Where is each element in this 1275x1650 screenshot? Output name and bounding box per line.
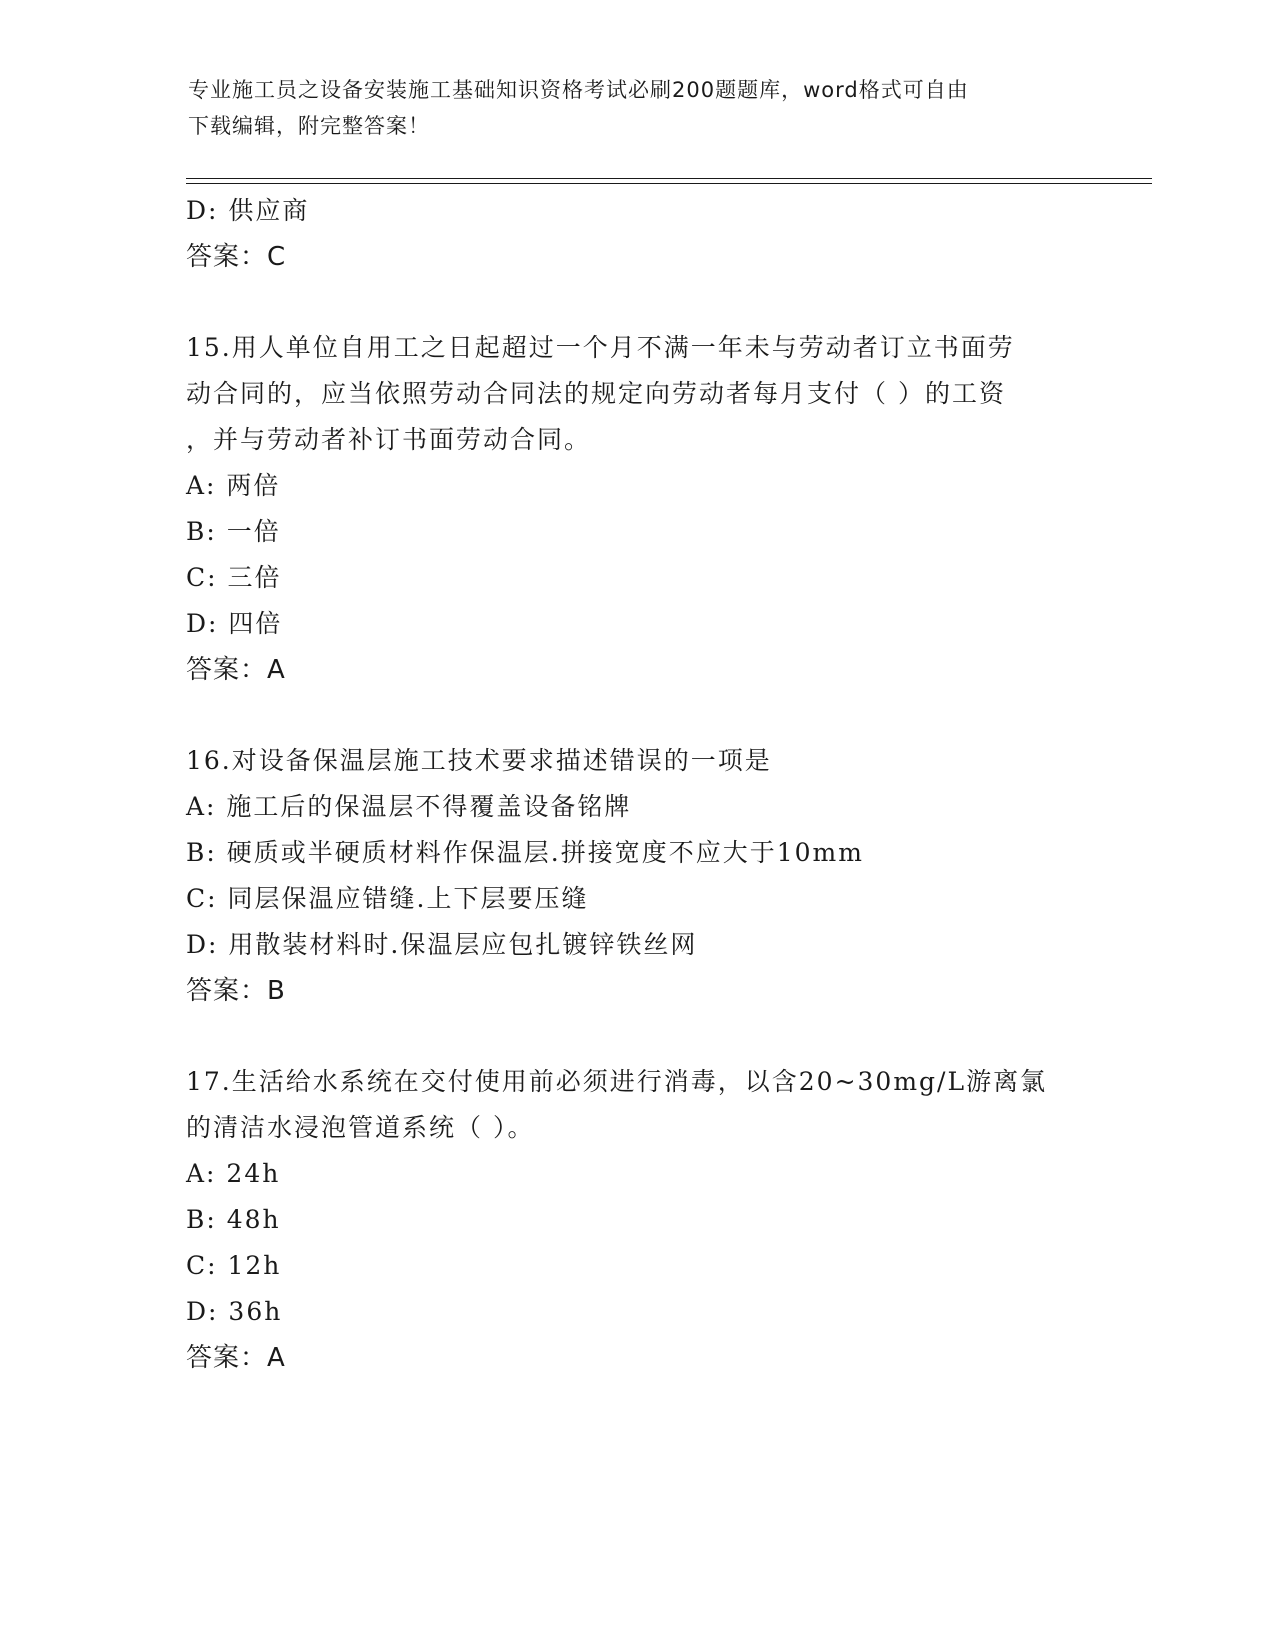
question-15 — [186, 325, 1086, 693]
question-content — [186, 188, 1086, 1381]
option-d: D: 36h — [186, 1297, 283, 1326]
document-header — [188, 72, 1088, 144]
question-text-line: 17.生活给水系统在交付使用前必须进行消毒，以含20~30mg/L游离氯 — [186, 1067, 1048, 1096]
option-d: D: 用散装材料时.保温层应包扎镀锌铁丝网 — [186, 930, 698, 959]
option-b: B: 48h — [186, 1205, 281, 1234]
header-divider-bottom — [186, 183, 1152, 184]
option-a: A: 施工后的保温层不得覆盖设备铭牌 — [186, 792, 632, 821]
question-text-line: 16.对设备保温层施工技术要求描述错误的一项是 — [186, 746, 772, 775]
option-a: A: 两倍 — [186, 471, 281, 500]
header-line-2: 下载编辑，附完整答案！ — [188, 114, 430, 138]
answer: 答案：A — [186, 655, 286, 685]
question-17 — [186, 1059, 1086, 1381]
option-d: D: 供应商 — [186, 196, 310, 225]
header-line-1: 专业施工员之设备安装施工基础知识资格考试必刷200题题库，word格式可自由 — [188, 78, 969, 102]
header-divider-top — [186, 178, 1152, 179]
option-c: C: 同层保温应错缝.上下层要压缝 — [186, 884, 589, 913]
option-b: B: 一倍 — [186, 517, 281, 546]
option-b: B: 硬质或半硬质材料作保温层.拼接宽度不应大于10mm — [186, 838, 864, 867]
previous-question-tail — [186, 188, 1086, 280]
question-text-line: ，并与劳动者补订书面劳动合同。 — [186, 425, 592, 454]
option-d: D: 四倍 — [186, 609, 283, 638]
question-text-line: 的清洁水浸泡管道系统（ ）。 — [186, 1113, 535, 1142]
answer: 答案：C — [186, 242, 287, 272]
answer: 答案：A — [186, 1343, 286, 1373]
question-text-line: 15.用人单位自用工之日起超过一个月不满一年未与劳动者订立书面劳 — [186, 333, 1015, 362]
option-c: C: 12h — [186, 1251, 282, 1280]
question-text-line: 动合同的，应当依照劳动合同法的规定向劳动者每月支付（ ）的工资 — [186, 379, 1006, 408]
question-16 — [186, 738, 1086, 1014]
option-c: C: 三倍 — [186, 563, 282, 592]
answer: 答案：B — [186, 976, 286, 1006]
option-a: A: 24h — [186, 1159, 281, 1188]
